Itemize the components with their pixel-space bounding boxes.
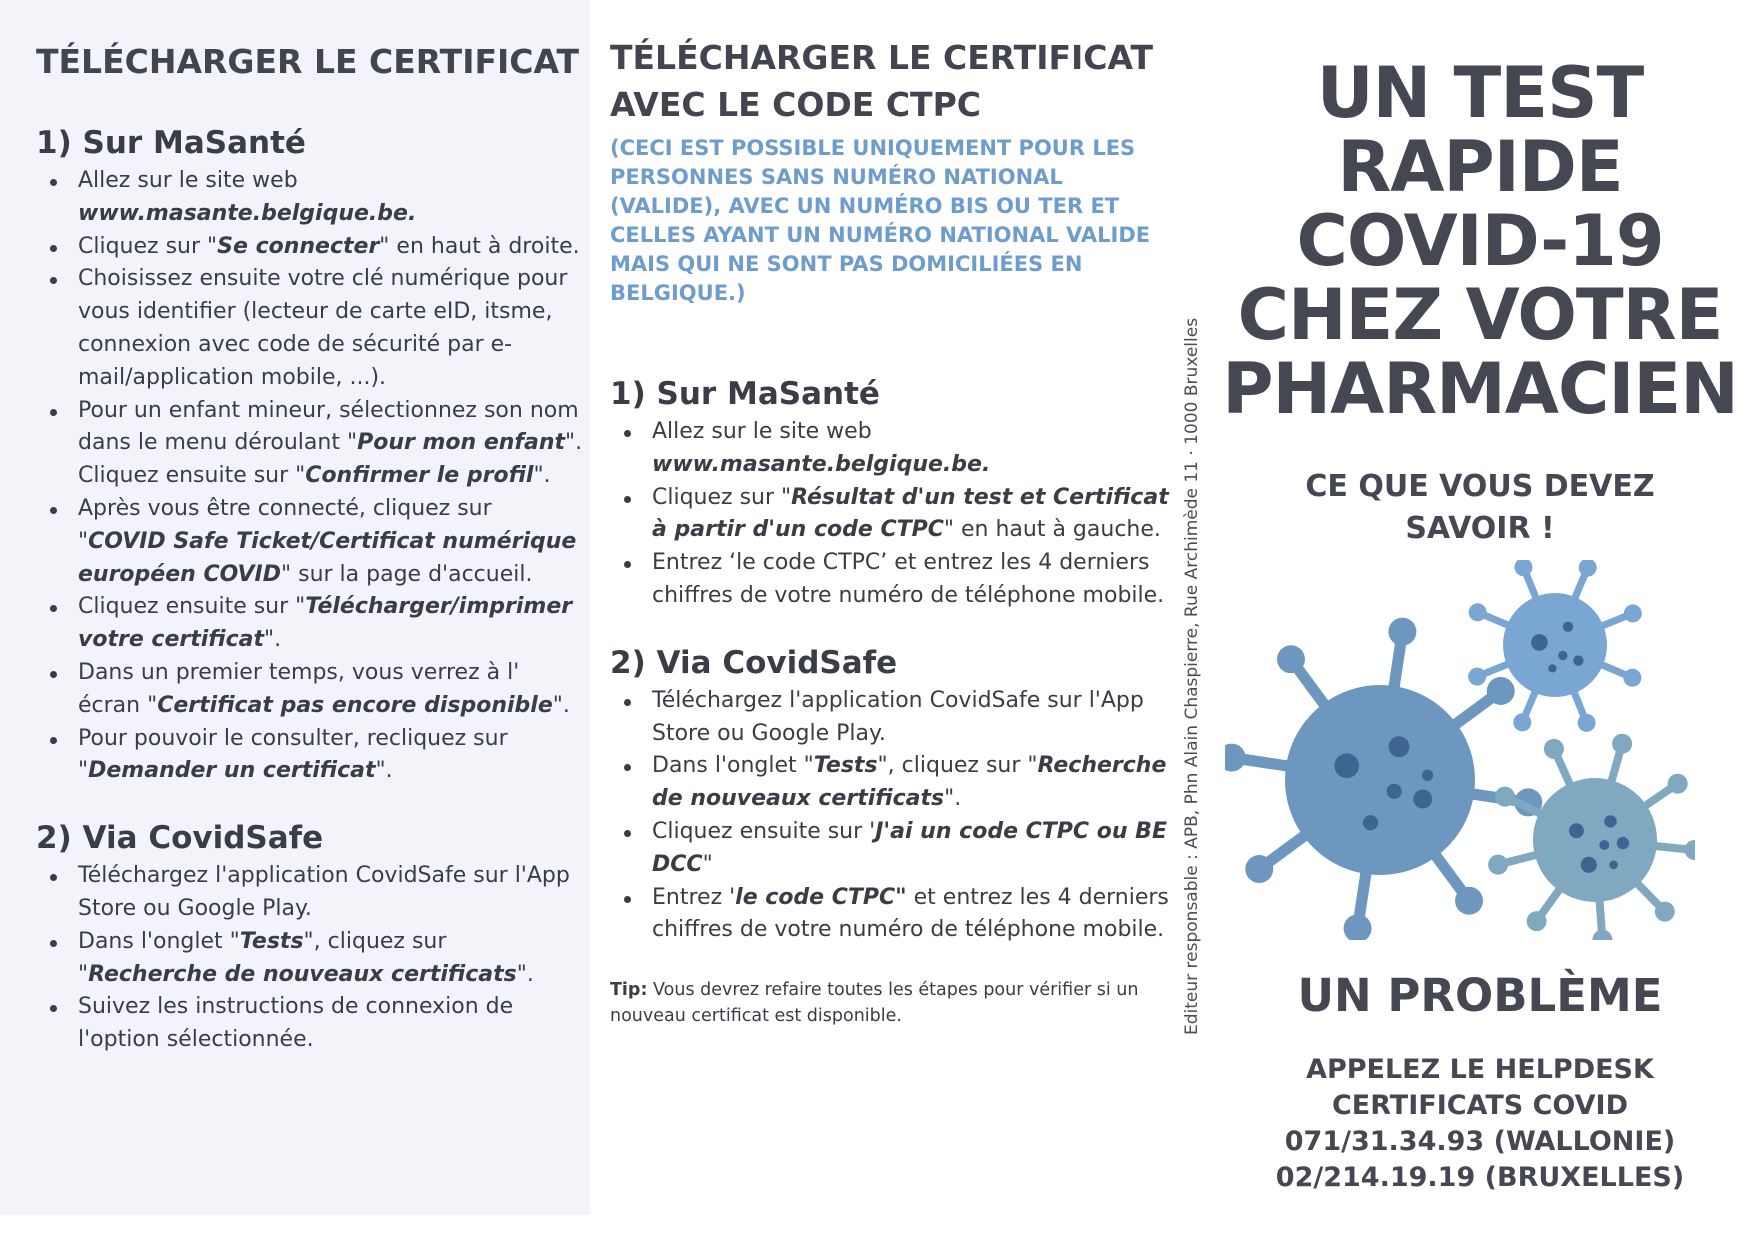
middle-section2-title: 2) Via CovidSafe	[610, 644, 898, 681]
editor-credit: Editeur responsable : APB, Phn Alain Chaspierre, Rue Archimède 11 · 1000 Bruxelles	[1182, 317, 1202, 1035]
list-item: Dans un premier temps, vous verrez à l' écran "Certificat pas encore disponible".	[36, 657, 584, 723]
list-item: Téléchargez l'application CovidSafe sur l'App Store ou Google Play.	[36, 860, 584, 926]
list-item: Suivez les instructions de connexion de l'option sélectionnée.	[36, 991, 584, 1057]
list-item: Téléchargez l'application CovidSafe sur l'App Store ou Google Play.	[610, 685, 1170, 751]
middle-section1-list	[610, 416, 1170, 613]
list-item: Allez sur le site web www.masante.belgique.be.	[36, 165, 584, 231]
left-section2-list	[36, 860, 584, 1057]
phone-bruxelles: 02/214.19.19 (BRUXELLES)	[1275, 1162, 1685, 1193]
list-item: Dans l'onglet "Tests", cliquez sur "Recherche de nouveaux certificats".	[36, 926, 584, 992]
list-item: Allez sur le site web www.masante.belgique.be.	[610, 416, 1170, 482]
list-item: Cliquez sur "Se connecter" en haut à droite.	[36, 231, 584, 264]
tip-text: Tip: Vous devrez refaire toutes les étapes pour vérifier si un nouveau certificat est disponible.	[610, 980, 1139, 1027]
list-item: Cliquez sur "Résultat d'un test et Certificat à partir d'un code CTPC" en haut à gauche.	[610, 482, 1170, 548]
middle-section1-title: 1) Sur MaSanté	[610, 376, 880, 412]
middle-section2-list	[610, 685, 1170, 947]
virus-illustration	[1225, 560, 1695, 940]
left-section2-title: 2) Via CovidSafe	[36, 820, 324, 857]
middle-note: (CECI EST POSSIBLE UNIQUEMENT POUR LES PERSONNES SANS NUMÉRO NATIONAL (VALIDE), AVEC UN NUMÉRO BIS OU TER ET CELLES AYANT UN NUMÉRO NATIONAL VALIDE MAIS QUI NE SONT PAS DOMICILIÉES EN BELGIQUE.)	[610, 136, 1151, 305]
virus-icon	[1488, 734, 1695, 940]
problem-heading: UN PROBLÈME	[1297, 969, 1663, 1022]
list-item: Entrez 'le code CTPC" et entrez les 4 derniers chiffres de votre numéro de téléphone mobile.	[610, 882, 1170, 948]
left-panel	[0, 0, 590, 1215]
list-item: Pour un enfant mineur, sélectionnez son nom dans le menu déroulant "Pour mon enfant". Cliquez ensuite sur "Confirmer le profil".	[36, 395, 584, 493]
left-section1-title: 1) Sur MaSanté	[36, 125, 306, 161]
cover-subtitle: CE QUE VOUS DEVEZ SAVOIR !	[1305, 469, 1655, 546]
right-panel	[1220, 52, 1740, 1193]
helpdesk-info: APPELEZ LE HELPDESK CERTIFICATS COVID 071/31.34.93 (WALLONIE) 02/214.19.19 (BRUXELLES)	[1220, 1052, 1740, 1196]
virus-icon	[1468, 560, 1642, 732]
list-item: Dans l'onglet "Tests", cliquez sur "Recherche de nouveaux certificats".	[610, 750, 1170, 816]
list-item: Cliquez ensuite sur "Télécharger/imprimer votre certificat".	[36, 591, 584, 657]
list-item: Après vous être connecté, cliquez sur "COVID Safe Ticket/Certificat numérique européen COVID" sur la page d'accueil.	[36, 493, 584, 591]
phone-wallonie: 071/31.34.93 (WALLONIE)	[1284, 1126, 1676, 1157]
left-title: TÉLÉCHARGER LE CERTIFICAT	[36, 42, 580, 81]
website-link[interactable]: www.masante.belgique.be.	[652, 451, 991, 477]
cover-title: UN TEST RAPIDE COVID-19 CHEZ VOTRE PHARMACIEN	[1222, 52, 1738, 430]
left-section1-list	[36, 165, 584, 788]
list-item: Entrez ‘le code CTPC’ et entrez les 4 derniers chiffres de votre numéro de téléphone mobile.	[610, 547, 1170, 613]
list-item: Choisissez ensuite votre clé numérique pour vous identifier (lecteur de carte eID, itsme, connexion avec code de sécurité par e-mail/application mobile, ...).	[36, 263, 584, 394]
list-item: Pour pouvoir le consulter, recliquez sur "Demander un certificat".	[36, 723, 584, 789]
middle-panel	[610, 34, 1170, 1029]
middle-title: TÉLÉCHARGER LE CERTIFICAT AVEC LE CODE CTPC	[610, 38, 1154, 124]
list-item: Cliquez ensuite sur 'J'ai un code CTPC ou BE DCC"	[610, 816, 1170, 882]
website-link[interactable]: www.masante.belgique.be.	[78, 200, 417, 226]
